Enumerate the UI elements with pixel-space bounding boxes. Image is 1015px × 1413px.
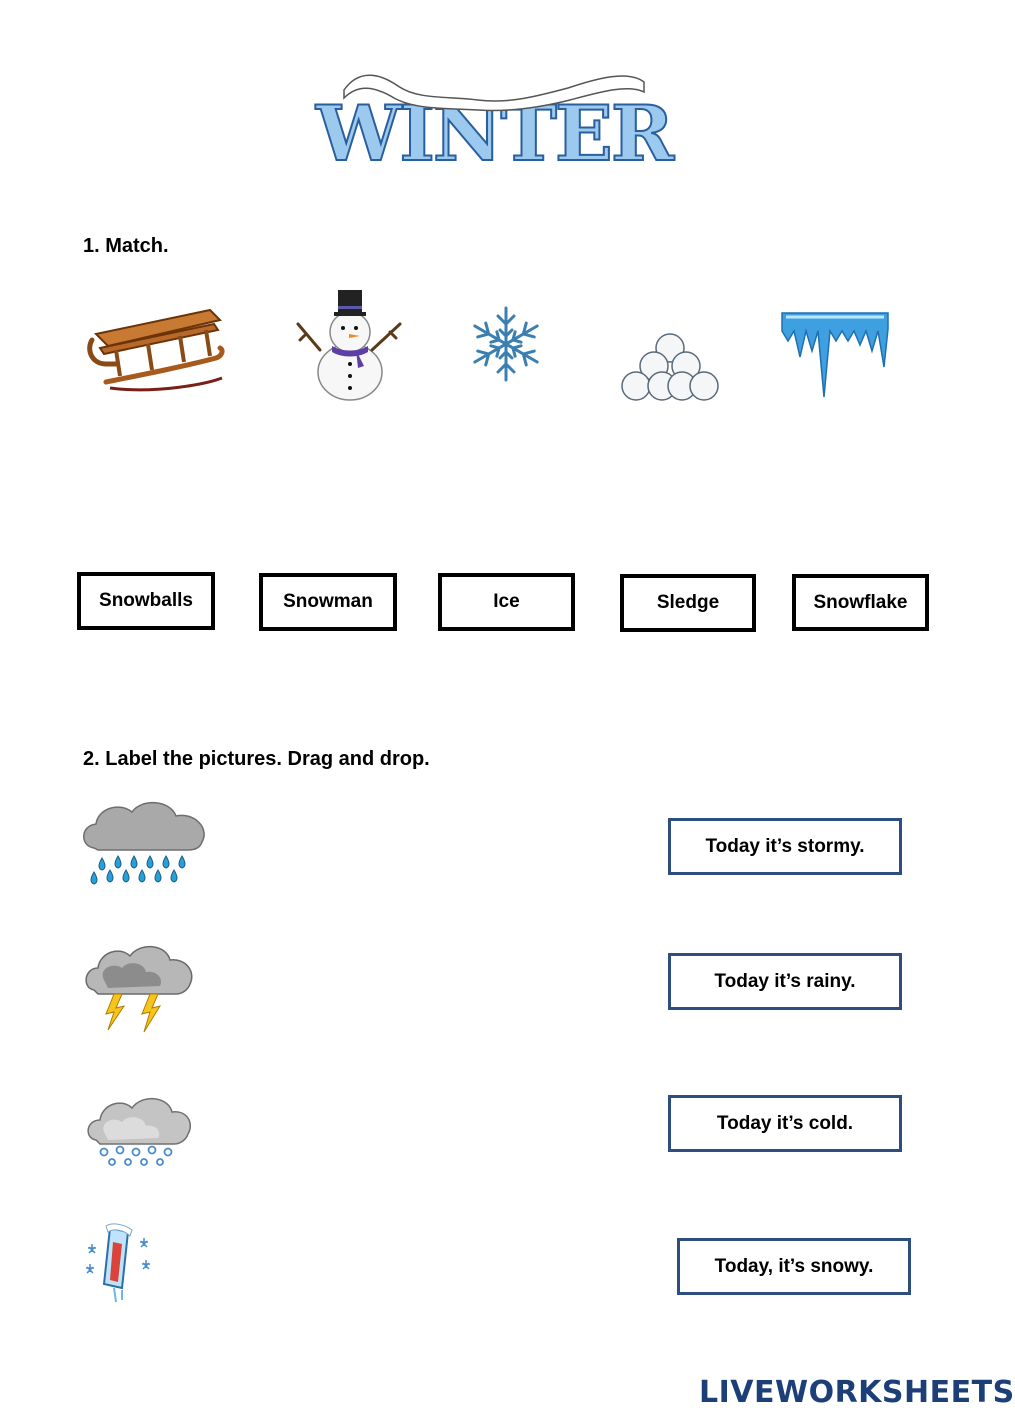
sledge-icon	[86, 306, 226, 398]
sentence-box-stormy[interactable]: Today it’s stormy.	[668, 818, 902, 875]
sentence-box-snowy[interactable]: Today, it’s snowy.	[677, 1238, 911, 1295]
snow-cloud-icon	[86, 1086, 192, 1168]
cold-thermometer-icon	[80, 1222, 158, 1304]
liveworksheets-logo	[696, 1374, 1015, 1410]
word-box-snowman[interactable]: Snowman	[259, 573, 397, 631]
rain-cloud-icon	[80, 798, 210, 890]
word-box-ice[interactable]: Ice	[438, 573, 575, 631]
word-box-snowballs[interactable]: Snowballs	[77, 572, 215, 630]
snowballs-icon	[620, 332, 720, 402]
liveworksheets-brand-text: LIVEWORKSHEETS	[699, 1374, 1015, 1410]
section1-heading: 1. Match.	[83, 235, 169, 257]
snowflake-icon	[460, 304, 552, 384]
winter-title-banner	[315, 66, 673, 178]
sentence-box-cold[interactable]: Today it’s cold.	[668, 1095, 902, 1152]
word-box-snowflake[interactable]: Snowflake	[792, 574, 929, 631]
snowman-icon	[296, 288, 404, 402]
winter-title: WINTER	[315, 89, 673, 178]
section2-heading: 2. Label the pictures. Drag and drop.	[83, 748, 430, 770]
icicles-icon	[780, 311, 890, 401]
sentence-box-rainy[interactable]: Today it’s rainy.	[668, 953, 902, 1010]
storm-cloud-icon	[84, 938, 196, 1034]
word-box-sledge[interactable]: Sledge	[620, 574, 756, 632]
